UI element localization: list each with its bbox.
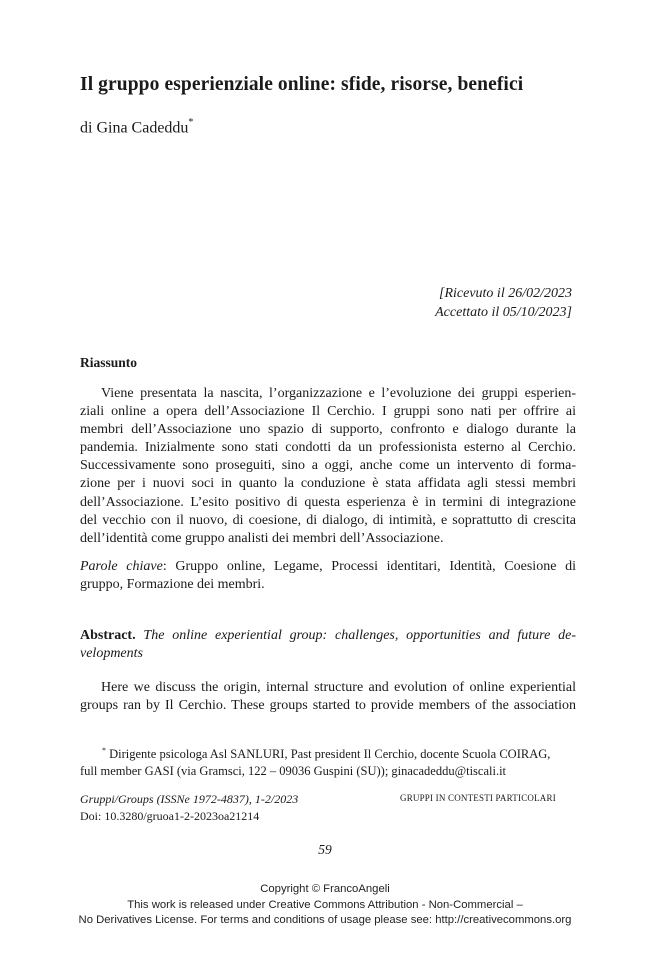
riassunto-line: Viene presentata la nascita, l’organizzazione e l’evoluzione dei gruppi esperien- — [101, 386, 576, 401]
footnote-mark: * — [102, 746, 106, 755]
page-number: 59 — [318, 842, 332, 857]
license-line: This work is released under Creative Commons Attribution - Non-Commercial – — [127, 898, 523, 911]
riassunto-line: ziali online a opera dell’Associazione Il Cerchio. I gruppi sono nati per offrire ai — [80, 404, 576, 420]
abstract-title-line-2 — [80, 645, 576, 663]
footnote-line-2: full member GASI (via Gramsci, 122 – 09036 Guspini (SU)); ginacadeddu@tiscali.it — [80, 764, 507, 779]
received-date: [Ricevuto il 26/02/2023 — [439, 286, 572, 301]
abstract-line: Here we discuss the origin, internal structure and evolution of online experiential — [101, 680, 576, 695]
footnote-line — [80, 742, 576, 763]
riassunto-line: pandemia. Inizialmente sono stati condotti da un professionista esterno al Cerchio. — [80, 440, 576, 456]
author-name: di Gina Cadeddu — [80, 119, 189, 137]
journal-info — [80, 791, 298, 825]
license-line-2: No Derivatives License. For terms and conditions of usage please see: http://creativecommons.org — [78, 914, 572, 926]
riassunto-heading: Riassunto — [80, 355, 138, 370]
author-footnote — [80, 742, 576, 780]
abstract-label: Abstract. — [80, 628, 136, 643]
abstract-body — [80, 679, 576, 715]
journal-reference: Gruppi/Groups (ISSNe 1972-4837), 1-2/2023 — [80, 792, 299, 806]
article-title: Il gruppo esperienziale online: sfide, risorse, benefici — [80, 74, 524, 95]
keywords-list: : Gruppo online, Legame, Processi identitari, Identità, Coesione di — [162, 559, 576, 574]
abstract-line: groups ran by Il Cerchio. These groups started to provide members of the association — [80, 698, 576, 714]
abstract-title-line — [80, 627, 576, 645]
riassunto-line: Successivamente sono proseguiti, sino a oggi, anche come un intervento di forma- — [80, 458, 576, 474]
abstract-title: The online experiential group: challenges, opportunities and future de- — [143, 628, 576, 643]
footnote-text: Dirigente psicologa Asl SANLURI, Past president Il Cerchio, docente Scuola COIRAG, — [106, 747, 551, 762]
section-tag: GRUPPI IN CONTESTI PARTICOLARI — [400, 793, 556, 803]
doi: Doi: 10.3280/gruoa1-2-2023oa21214 — [80, 809, 260, 823]
riassunto-line: del vecchio con il nuovo, di coesione, di dialogo, di intimità, e soprattutto di crescita — [80, 512, 576, 528]
riassunto-line: dell’identità come gruppo analisti dei membri dell’Associazione. — [80, 530, 444, 546]
riassunto-line: dell’Associazione. L’esito positivo di questa esperienza è in termini di integrazione — [80, 494, 576, 510]
accepted-date: Accettato il 05/10/2023] — [435, 305, 572, 320]
keywords-line — [80, 558, 576, 576]
riassunto-line: zione per i nuovi soci in quanto la conduzione è stata affidata agli stessi membri — [80, 476, 576, 492]
abstract-title-cont: velopments — [80, 646, 143, 662]
keywords-block — [80, 558, 576, 594]
riassunto-body — [80, 385, 576, 548]
submission-dates — [360, 284, 572, 322]
author-line — [80, 118, 193, 137]
keywords-label: Parole chiave — [80, 559, 163, 574]
author-footnote-mark: * — [188, 117, 194, 128]
abstract-heading — [80, 627, 576, 663]
license-notice — [0, 882, 650, 929]
copyright-line: Copyright © FrancoAngeli — [260, 883, 390, 895]
keywords-line-2: gruppo, Formazione dei membri. — [80, 577, 265, 593]
riassunto-line: membri dell’Associazione uno spazio di supporto, confronto e dialogo durante la — [80, 422, 576, 438]
